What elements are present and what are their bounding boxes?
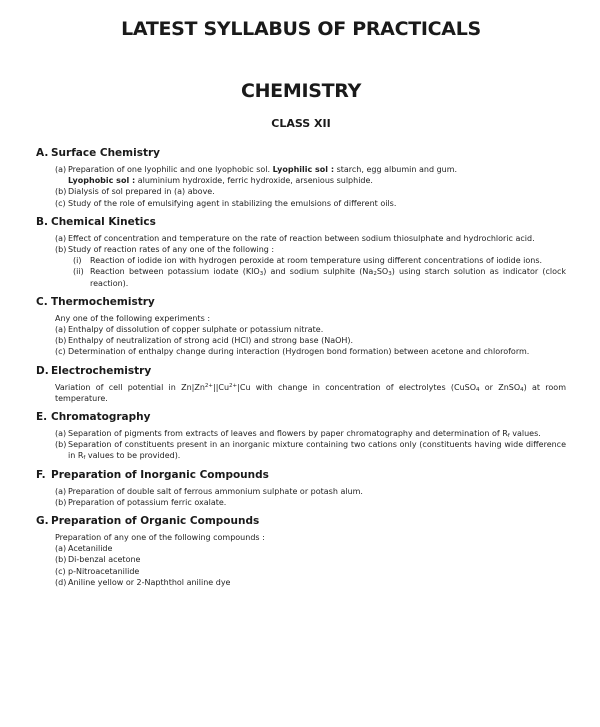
section-electrochemistry <box>36 364 566 404</box>
section-inorganic-compounds <box>36 468 566 508</box>
section-body <box>36 164 566 209</box>
superscript: 2+ <box>229 382 238 389</box>
section-intro: Any one of the following experiments : <box>55 313 211 323</box>
item-label: (ii) <box>73 267 84 277</box>
section-body <box>36 428 566 462</box>
section-heading-text: Thermochemistry <box>51 295 155 308</box>
sub-list-item <box>55 255 566 266</box>
item-label: (b) <box>55 187 67 197</box>
list-item <box>55 324 566 335</box>
item-label: (a) <box>55 544 67 554</box>
item-text <box>68 164 566 175</box>
item-text: Preparation of potassium ferric oxalate. <box>68 497 227 507</box>
subscript: 4 <box>520 386 524 393</box>
item-label: (b) <box>55 245 67 255</box>
section-letter: A. <box>36 147 49 159</box>
item-text: Study of the role of emulsifying agent in stabilizing the emulsions of different oils. <box>68 198 397 208</box>
list-item <box>55 244 566 255</box>
item-text-part: ) using starch solution as indicator (clock reaction). <box>90 267 567 288</box>
subscript: f <box>83 455 86 462</box>
subscript: 4 <box>476 386 480 393</box>
section-chromatography <box>36 410 566 462</box>
list-item <box>55 428 566 439</box>
section-heading-text: Chemical Kinetics <box>51 215 156 228</box>
section-body <box>36 382 566 404</box>
list-item <box>55 577 566 588</box>
class-title: CLASS XII <box>271 117 331 130</box>
list-item-continuation <box>55 175 566 186</box>
item-text: p-Nitroacetanilide <box>68 566 140 576</box>
item-label: (a) <box>55 429 67 439</box>
list-item <box>55 335 566 346</box>
subscript: 2 <box>373 271 377 278</box>
item-text: Effect of concentration and temperature on the rate of reaction between sodium thiosulphate and hydrochloric acid. <box>68 233 535 243</box>
item-text-part: |Cu with change in concentration of electrolytes (CuSO <box>237 382 477 392</box>
item-label: (c) <box>55 347 66 357</box>
list-item <box>55 186 566 197</box>
section-surface-chemistry <box>36 146 566 209</box>
item-label: (c) <box>55 198 66 208</box>
item-bold-term: Lyophilic sol : <box>272 165 335 174</box>
subject-title: CHEMISTRY <box>240 80 362 102</box>
superscript: 2+ <box>204 382 213 389</box>
item-label: (b) <box>55 555 67 565</box>
item-text-part: starch, egg albumin and gum. <box>336 165 458 174</box>
sections-list <box>36 146 566 588</box>
item-text-part: ) and sodium sulphite (Na <box>263 267 374 277</box>
list-item <box>55 164 566 175</box>
section-heading-text: Chromatography <box>51 411 151 424</box>
sub-list-item <box>55 266 566 288</box>
item-text-part: values to be provided). <box>85 451 181 461</box>
item-text-part: aluminium hydroxide, ferric hydroxide, arsenious sulphide. <box>137 176 373 186</box>
list-item <box>55 346 566 357</box>
section-letter: B. <box>36 215 48 228</box>
section-body <box>36 532 566 588</box>
item-text <box>68 175 566 186</box>
list-item <box>55 233 566 244</box>
item-label: (a) <box>55 325 67 335</box>
item-text: Acetanilide <box>68 544 113 554</box>
item-text-part: Reaction between potassium iodate (KIO <box>90 267 260 277</box>
list-item <box>55 439 566 461</box>
section-heading-text: Electrochemistry <box>51 364 152 377</box>
item-text: Enthalpy of dissolution of copper sulphate or potassium nitrate. <box>68 325 324 335</box>
item-text-part: ) at room temperature. <box>55 382 566 403</box>
item-text: Dialysis of sol prepared in (a) above. <box>68 187 215 197</box>
page-title: LATEST SYLLABUS OF PRACTICALS <box>121 18 481 40</box>
item-text: Di-benzal acetone <box>68 555 141 565</box>
section-body <box>36 486 566 508</box>
list-item <box>55 497 566 508</box>
list-item <box>55 566 566 577</box>
section-paragraph <box>55 382 566 404</box>
list-item <box>55 486 566 497</box>
item-text-part: ||Cu <box>213 382 230 392</box>
section-intro: Preparation of any one of the following compounds : <box>55 533 265 543</box>
item-label: (a) <box>55 233 67 243</box>
item-text-part: Variation of cell potential in Zn|Zn <box>55 382 205 392</box>
item-label: (c) <box>55 566 66 576</box>
section-body <box>36 233 566 289</box>
item-label: (b) <box>55 497 67 507</box>
section-heading <box>36 295 566 310</box>
item-text <box>90 266 566 288</box>
item-text-part: values. <box>509 429 541 439</box>
section-letter: D. <box>36 364 49 377</box>
section-heading <box>36 514 566 529</box>
list-item <box>55 554 566 565</box>
section-letter: F. <box>36 468 46 481</box>
section-letter: C. <box>36 295 48 308</box>
section-heading <box>36 410 566 425</box>
subscript: f <box>507 433 510 440</box>
item-label: (i) <box>73 256 82 266</box>
item-text: Study of reaction rates of any one of the following : <box>68 245 275 255</box>
list-item <box>55 198 566 209</box>
item-label: (a) <box>55 486 67 496</box>
section-heading-text: Surface Chemistry <box>51 147 161 159</box>
section-heading <box>36 146 566 161</box>
item-label: (b) <box>55 440 67 450</box>
section-heading-text: Preparation of Organic Compounds <box>51 515 260 528</box>
item-text-part: Preparation of one lyophilic and one lyophobic sol. <box>68 165 271 174</box>
item-text <box>68 439 566 461</box>
section-thermochemistry <box>36 295 566 358</box>
item-text-part: SO <box>376 267 389 277</box>
item-text-part: Separation of constituents present in an inorganic mixture containing two cations only (constituents having wide difference in R <box>68 440 566 461</box>
section-heading-text: Preparation of Inorganic Compounds <box>51 468 269 481</box>
section-letter: E. <box>36 411 48 424</box>
item-label: (b) <box>55 336 67 346</box>
subscript: 3 <box>388 271 392 278</box>
list-item <box>55 543 566 554</box>
item-text: Determination of enthalpy change during interaction (Hydrogen bond formation) between acetone and chloroform. <box>68 347 530 357</box>
section-heading <box>36 364 566 379</box>
subscript: 3 <box>259 271 264 278</box>
item-text: Enthalpy of neutralization of strong acid (HCl) and strong base (NaOH). <box>68 336 354 346</box>
item-bold-term: Lyophobic sol : <box>68 176 136 186</box>
item-text: Aniline yellow or 2-Napththol aniline dye <box>68 577 231 587</box>
section-heading <box>36 468 566 483</box>
item-label: (d) <box>55 577 67 587</box>
section-chemical-kinetics <box>36 215 566 289</box>
item-text: Reaction of iodide ion with hydrogen peroxide at room temperature using different concentrations of iodide ions. <box>90 256 543 266</box>
section-body <box>36 313 566 358</box>
section-letter: G. <box>36 515 49 528</box>
section-organic-compounds <box>36 514 566 588</box>
item-label: (a) <box>55 165 67 174</box>
item-text-part: or ZnSO <box>479 382 521 392</box>
item-text <box>68 428 566 439</box>
item-text-part: Separation of pigments from extracts of leaves and flowers by paper chromatography and determination of R <box>68 429 508 439</box>
section-heading <box>36 215 566 230</box>
item-text: Preparation of double salt of ferrous ammonium sulphate or potash alum. <box>68 486 363 496</box>
